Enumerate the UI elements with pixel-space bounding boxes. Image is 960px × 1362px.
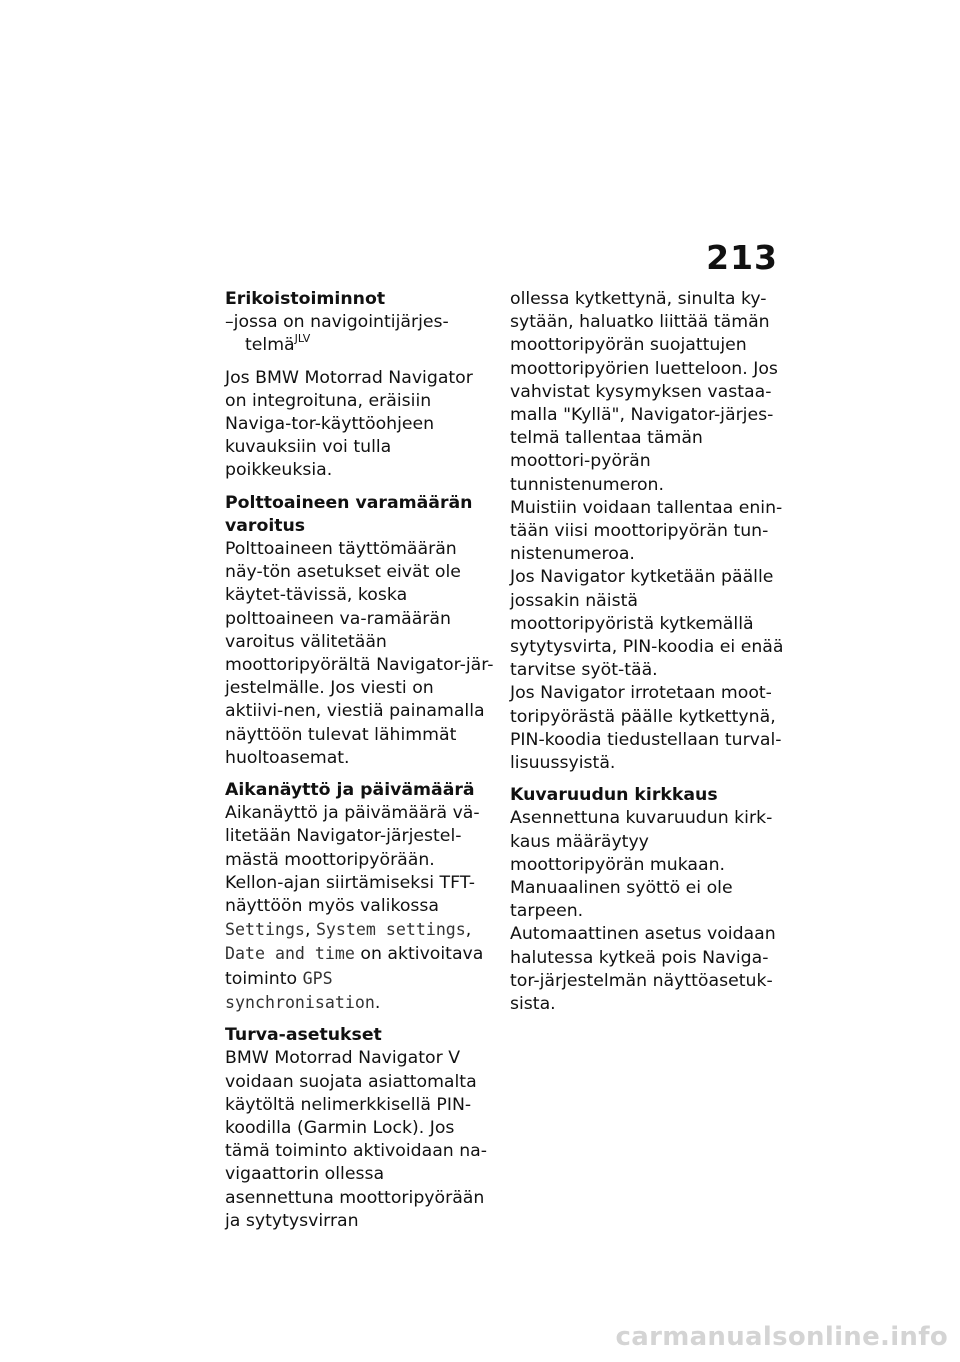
time-date-end: .: [374, 992, 381, 1013]
auto-setting-paragraph: Automaattinen asetus voidaan halutessa kytkeä pois Naviga-tor-järjestelmän näyttöasetuk-sista.: [510, 924, 776, 1015]
section-subtitle: [225, 311, 497, 357]
security-continued-paragraph: ollessa kytkettynä, sinulta ky-sytään, haluatko liittää tämän moottoripyörän suojattujen moottoripyörien luetteloon. Jos vahvistat kysymyksen vastaa-malla "Kyllä", Navigator-järjes-telmä tallentaa tämän moottori-pyörän tunnistenumeron.: [510, 289, 778, 495]
page-number: 213: [706, 238, 778, 277]
menu-separator-1: ,: [304, 920, 311, 941]
menu-date-and-time: Date and time: [225, 944, 355, 964]
equipment-mark: JLV: [294, 332, 311, 346]
pin-requested-paragraph: Jos Navigator irrotetaan moot-toripyörästä päälle kytkettynä, PIN-koodia tiedustellaan turval-lisuussyistä.: [510, 683, 782, 774]
security-paragraph: BMW Motorrad Navigator V voidaan suojata asiattomalta käytöltä nelimerkkisellä PIN-koodilla (Garmin Lock). Jos tämä toiminto aktivoidaan na-vigaattorin ollessa asennettuna moottoripyörään ja sytytysvirran: [225, 1048, 488, 1231]
menu-system-settings: System settings: [315, 920, 466, 940]
subtitle-line-2: telmä: [245, 335, 295, 356]
heading-fuel-reserve-warning: Polttoaineen varamäärän varoitus: [225, 492, 473, 536]
site-watermark: carmanualsonline.info: [615, 1322, 948, 1352]
menu-settings: Settings: [225, 920, 305, 940]
intro-paragraph: Jos BMW Motorrad Navigator on integroituna, eräisiin Naviga-tor-käyttöohjeen kuvauksiin voi tulla poikkeuksia.: [225, 367, 473, 481]
storage-limit-paragraph: Muistiin voidaan tallentaa enin-tään viisi moottoripyörän tun-nistenumeroa.: [510, 497, 783, 565]
fuel-reserve-paragraph: Polttoaineen täyttömäärän näy-tön asetukset eivät ole käytet-tävissä, koska polttoaineen va-ramäärän varoitus välitetään moottoripyörältä Navigator-jär-jestelmälle. Jos viesti on aktiivi-nen, viestiä painamalla näyttöön tulevat lähimmät huoltoasemat.: [225, 539, 494, 768]
menu-gps-synchronisation: GPS synchronisation: [225, 968, 375, 1012]
menu-separator-2: ,: [465, 920, 472, 941]
subtitle-line-1: –jossa on navigointijärjes-: [225, 312, 449, 333]
time-date-text-b: on aktivoitava toiminto: [225, 944, 484, 989]
section-title-special-functions: Erikoistoiminnot: [225, 289, 386, 309]
right-column: [510, 288, 785, 1025]
time-date-text-a: Aikanäyttö ja päivämäärä vä-litetään Navigator-järjestel-mästä moottoripyörään. Kellon-ajan siirtämiseksi TFT-näyttöön myös valikossa: [225, 803, 480, 917]
left-column: [225, 288, 497, 1242]
time-date-paragraph: [225, 802, 497, 1015]
heading-security-settings: Turva-asetukset: [225, 1025, 382, 1046]
heading-time-date: Aikanäyttö ja päivämäärä: [225, 780, 475, 801]
brightness-paragraph: Asennettuna kuvaruudun kirk-kaus määräytyy moottoripyörän mukaan. Manuaalinen syöttö ei ole tarpeen.: [510, 808, 773, 922]
pin-not-needed-paragraph: Jos Navigator kytketään päälle jossakin näistä moottoripyöristä kytkemällä sytytysvirta, PIN-koodia ei enää tarvitse syöt-tää.: [510, 567, 784, 681]
heading-screen-brightness: Kuvaruudun kirkkaus: [510, 785, 718, 806]
